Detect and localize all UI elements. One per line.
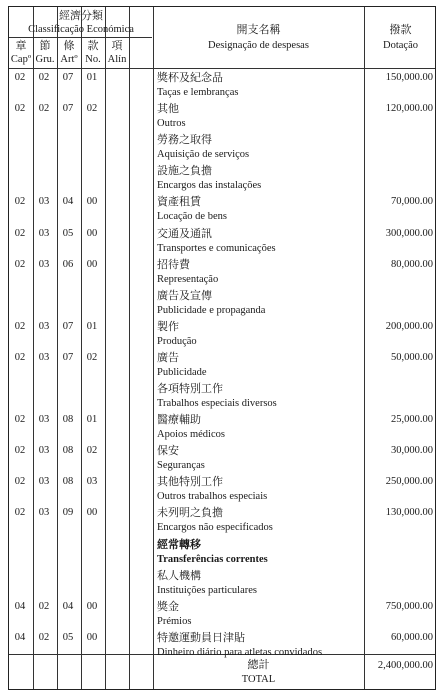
header-rule xyxy=(9,37,152,38)
code-no: 01 xyxy=(86,414,98,426)
item-name-zh: 廣告及宣傳 xyxy=(157,289,212,302)
col-alin-pt: Alín xyxy=(107,54,127,65)
item-name-pt: Transferências correntes xyxy=(157,553,268,565)
code-art: 08 xyxy=(62,476,74,488)
amount-header-pt: Dotação xyxy=(383,40,418,51)
code-gru: 02 xyxy=(38,600,50,612)
code-gru: 03 xyxy=(38,320,50,332)
col-no-zh: 款 xyxy=(87,40,99,52)
code-gru: 03 xyxy=(38,196,50,208)
item-name-zh: 未列明之負擔 xyxy=(157,507,223,520)
code-art: 07 xyxy=(62,72,74,83)
item-name-pt: Publicidade xyxy=(157,366,207,378)
code-cap: 02 xyxy=(14,258,26,270)
item-name-zh: 私人機構 xyxy=(157,569,201,582)
item-name-zh: 設施之負擔 xyxy=(157,165,212,178)
budget-table xyxy=(8,6,436,690)
col-gru-zh: 節 xyxy=(39,40,51,52)
item-name-zh: 經常轉移 xyxy=(157,538,201,551)
item-amount: 80,000.00 xyxy=(391,258,433,270)
code-cap: 02 xyxy=(14,351,26,363)
code-no: 00 xyxy=(86,258,98,270)
code-cap: 02 xyxy=(14,507,26,519)
item-amount: 150,000.00 xyxy=(385,72,433,83)
code-cap: 04 xyxy=(14,631,26,643)
code-cap: 02 xyxy=(14,72,26,83)
code-no: 00 xyxy=(86,631,98,643)
col-no-pt: No. xyxy=(85,54,101,65)
col-art-zh: 條 xyxy=(63,40,75,52)
col-alin-zh: 項 xyxy=(111,40,123,52)
item-name-pt: Produção xyxy=(157,335,197,347)
code-cap: 02 xyxy=(14,414,26,426)
code-cap: 02 xyxy=(14,196,26,208)
item-name-pt: Apoios médicos xyxy=(157,429,225,441)
code-art: 04 xyxy=(62,196,74,208)
item-name-zh: 廣告 xyxy=(157,351,179,364)
code-no: 02 xyxy=(86,351,98,363)
item-name-zh: 特邀運動員日津貼 xyxy=(157,631,245,644)
code-no: 02 xyxy=(86,103,98,115)
classification-zh: 經濟分類 xyxy=(59,10,103,22)
code-gru: 03 xyxy=(38,476,50,488)
item-name-zh: 招待費 xyxy=(157,258,190,271)
code-cap: 02 xyxy=(14,476,26,488)
item-name-zh: 保安 xyxy=(157,445,179,458)
item-name-pt: Transportes e comunicações xyxy=(157,242,276,254)
code-art: 09 xyxy=(62,507,74,519)
item-name-pt: Outros xyxy=(157,118,186,130)
item-amount: 120,000.00 xyxy=(385,103,433,115)
code-cap: 02 xyxy=(14,103,26,115)
header-bottom-rule xyxy=(9,68,435,69)
code-art: 06 xyxy=(62,258,74,270)
classification-pt: Classificação Económica xyxy=(28,24,134,35)
code-no: 00 xyxy=(86,600,98,612)
item-name-pt: Representação xyxy=(157,273,219,285)
item-name-zh: 製作 xyxy=(157,320,179,333)
total-amount: 2,400,000.00 xyxy=(377,660,433,671)
col-divider xyxy=(153,7,154,689)
code-art: 05 xyxy=(62,227,74,239)
col-divider xyxy=(129,7,130,689)
code-gru: 03 xyxy=(38,445,50,457)
code-art: 07 xyxy=(62,103,74,115)
item-amount: 50,000.00 xyxy=(391,351,433,363)
item-name-pt: Publicidade e propaganda xyxy=(157,304,266,316)
code-art: 05 xyxy=(62,631,74,643)
item-name-zh: 資產租賃 xyxy=(157,196,201,209)
code-cap: 02 xyxy=(14,227,26,239)
item-name-pt: Dinheiro diário para atletas convidados xyxy=(157,646,323,658)
code-gru: 02 xyxy=(38,631,50,643)
item-name-zh: 交通及通訊 xyxy=(157,227,212,240)
item-name-pt: Encargos das instalações xyxy=(157,180,262,192)
item-amount: 130,000.00 xyxy=(385,507,433,519)
code-art: 04 xyxy=(62,600,74,612)
col-gru-pt: Gru. xyxy=(35,54,55,65)
code-gru: 03 xyxy=(38,258,50,270)
code-gru: 03 xyxy=(38,507,50,519)
code-art: 08 xyxy=(62,414,74,426)
desc-header-pt: Designação de despesas xyxy=(208,40,309,51)
code-no: 01 xyxy=(86,320,98,332)
item-amount: 750,000.00 xyxy=(385,600,433,612)
code-art: 07 xyxy=(62,351,74,363)
item-name-pt: Prémios xyxy=(157,615,192,627)
code-gru: 02 xyxy=(38,72,50,83)
code-no: 01 xyxy=(86,72,98,83)
item-amount: 200,000.00 xyxy=(385,320,433,332)
item-name-pt: Locação de bens xyxy=(157,211,227,223)
code-gru: 03 xyxy=(38,414,50,426)
total-label-pt: TOTAL xyxy=(241,674,276,685)
col-cap-pt: Capº xyxy=(10,54,32,65)
total-label-zh: 總計 xyxy=(247,659,270,671)
item-name-zh: 各項特別工作 xyxy=(157,383,223,395)
item-name-pt: Outros trabalhos especiais xyxy=(157,491,268,503)
item-amount: 70,000.00 xyxy=(391,196,433,208)
item-name-pt: Encargos não especificados xyxy=(157,522,273,534)
item-amount: 30,000.00 xyxy=(391,445,433,457)
amount-header-zh: 撥款 xyxy=(389,24,412,36)
code-cap: 02 xyxy=(14,320,26,332)
item-name-zh: 勞務之取得 xyxy=(157,134,212,147)
code-no: 00 xyxy=(86,507,98,519)
code-gru: 03 xyxy=(38,351,50,363)
col-divider xyxy=(105,7,106,689)
desc-header-zh: 開支名稱 xyxy=(236,24,281,36)
code-no: 00 xyxy=(86,196,98,208)
item-amount: 300,000.00 xyxy=(385,227,433,239)
code-gru: 02 xyxy=(38,103,50,115)
item-amount: 60,000.00 xyxy=(391,631,433,643)
code-no: 02 xyxy=(86,445,98,457)
item-name-pt: Instituições particulares xyxy=(157,584,258,596)
item-name-zh: 獎杯及紀念品 xyxy=(157,72,223,84)
code-cap: 02 xyxy=(14,445,26,457)
col-cap-zh: 章 xyxy=(15,40,27,52)
code-no: 00 xyxy=(86,227,98,239)
item-name-zh: 醫療輔助 xyxy=(157,414,201,427)
code-art: 07 xyxy=(62,320,74,332)
item-amount: 250,000.00 xyxy=(385,476,433,488)
item-name-zh: 其他 xyxy=(157,103,179,116)
item-name-zh: 其他特別工作 xyxy=(157,476,223,489)
code-no: 03 xyxy=(86,476,98,488)
item-name-pt: Taças e lembranças xyxy=(157,87,239,98)
code-gru: 03 xyxy=(38,227,50,239)
item-name-zh: 獎金 xyxy=(157,600,179,613)
code-cap: 04 xyxy=(14,600,26,612)
item-name-pt: Aquisição de serviços xyxy=(157,149,250,161)
item-name-pt: Trabalhos especiais diversos xyxy=(157,398,277,409)
item-amount: 25,000.00 xyxy=(391,414,433,426)
code-art: 08 xyxy=(62,445,74,457)
col-art-pt: Artº xyxy=(60,54,78,65)
item-name-pt: Seguranças xyxy=(157,460,205,472)
